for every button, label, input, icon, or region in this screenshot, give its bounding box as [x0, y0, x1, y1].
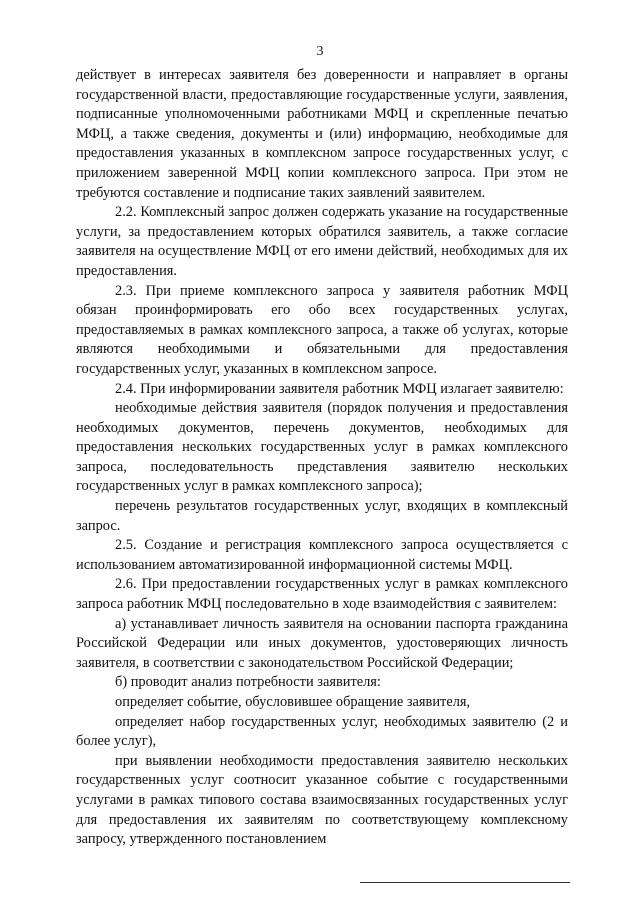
paragraph-2-4: 2.4. При информировании заявителя работник МФЦ излагает заявителю: [115, 380, 564, 397]
page-number: 3 [316, 44, 324, 59]
document-body [76, 66, 568, 850]
paragraph-2-6: 2.6. При предоставлении государственных услуг в рамках комплексного запроса работник МФЦ последовательно в ходе взаимодействия с заявителем: [76, 576, 568, 613]
paragraph-determine-services: определяет набор государственных услуг, необходимых заявителю (2 и более услуг), [76, 713, 568, 750]
paragraph-item-a: а) устанавливает личность заявителя на основании паспорта гражданина Российской Федерации или иных документов, удостоверяющих личность заявителя, в соответствии с законодательством Российской Федерации; [76, 615, 568, 671]
paragraph-2-5: 2.5. Создание и регистрация комплексного запроса осуществляется с использованием автоматизированной информационной системы МФЦ. [76, 537, 568, 573]
paragraph-results-list: перечень результатов государственных услуг, входящих в комплексный запрос. [76, 498, 568, 534]
paragraph-2-2: 2.2. Комплексный запрос должен содержать указание на государственные услуги, за предоставлением которых обратился заявитель, а также согласие заявителя на осуществление МФЦ от его имени действий, необходимых для их предоставления. [76, 204, 568, 279]
paragraph-2-3: 2.3. При приеме комплексного запроса у заявителя работник МФЦ обязан проинформировать его обо всех государственных услугах, предоставляемых в рамках комплексного запроса, а также об услугах, которые являются необходимыми и обязательными для предоставления государственных услуг, указанных в комплексном запросе. [76, 282, 568, 377]
footer-rule [360, 882, 570, 883]
paragraph-identify-need: при выявлении необходимости предоставления заявителю нескольких государственных услуг соотносит указанное событие с государственными услугами в рамках типового состава взаимосвязанных государственных услуг для предоставления их заявителям по соответствующему комплексному запросу, утвержденного постановлением [76, 752, 568, 848]
paragraph-continuation: действует в интересах заявителя без доверенности и направляет в органы государственной власти, предоставляющие государственные услуги, заявления, подписанные уполномоченными работниками МФЦ и скрепленные печатью МФЦ, а также сведения, документы и (или) информацию, необходимые для предоставления указанных в комплексном запросе государственных услуг, с приложением заверенной МФЦ копии комплексного запроса. При этом не требуются составление и подписание таких заявлений заявителем. [76, 67, 568, 201]
paragraph-required-actions: необходимые действия заявителя (порядок получения и предоставления необходимых документов, перечень документов, необходимых для предоставления нескольких государственных услуг в рамках комплексного запроса, последовательность представления заявителю нескольких государственных услуг в рамках комплексного запроса); [76, 400, 568, 495]
paragraph-determine-event: определяет событие, обусловившее обращение заявителя, [115, 694, 471, 710]
paragraph-item-b: б) проводит анализ потребности заявителя: [115, 674, 381, 691]
